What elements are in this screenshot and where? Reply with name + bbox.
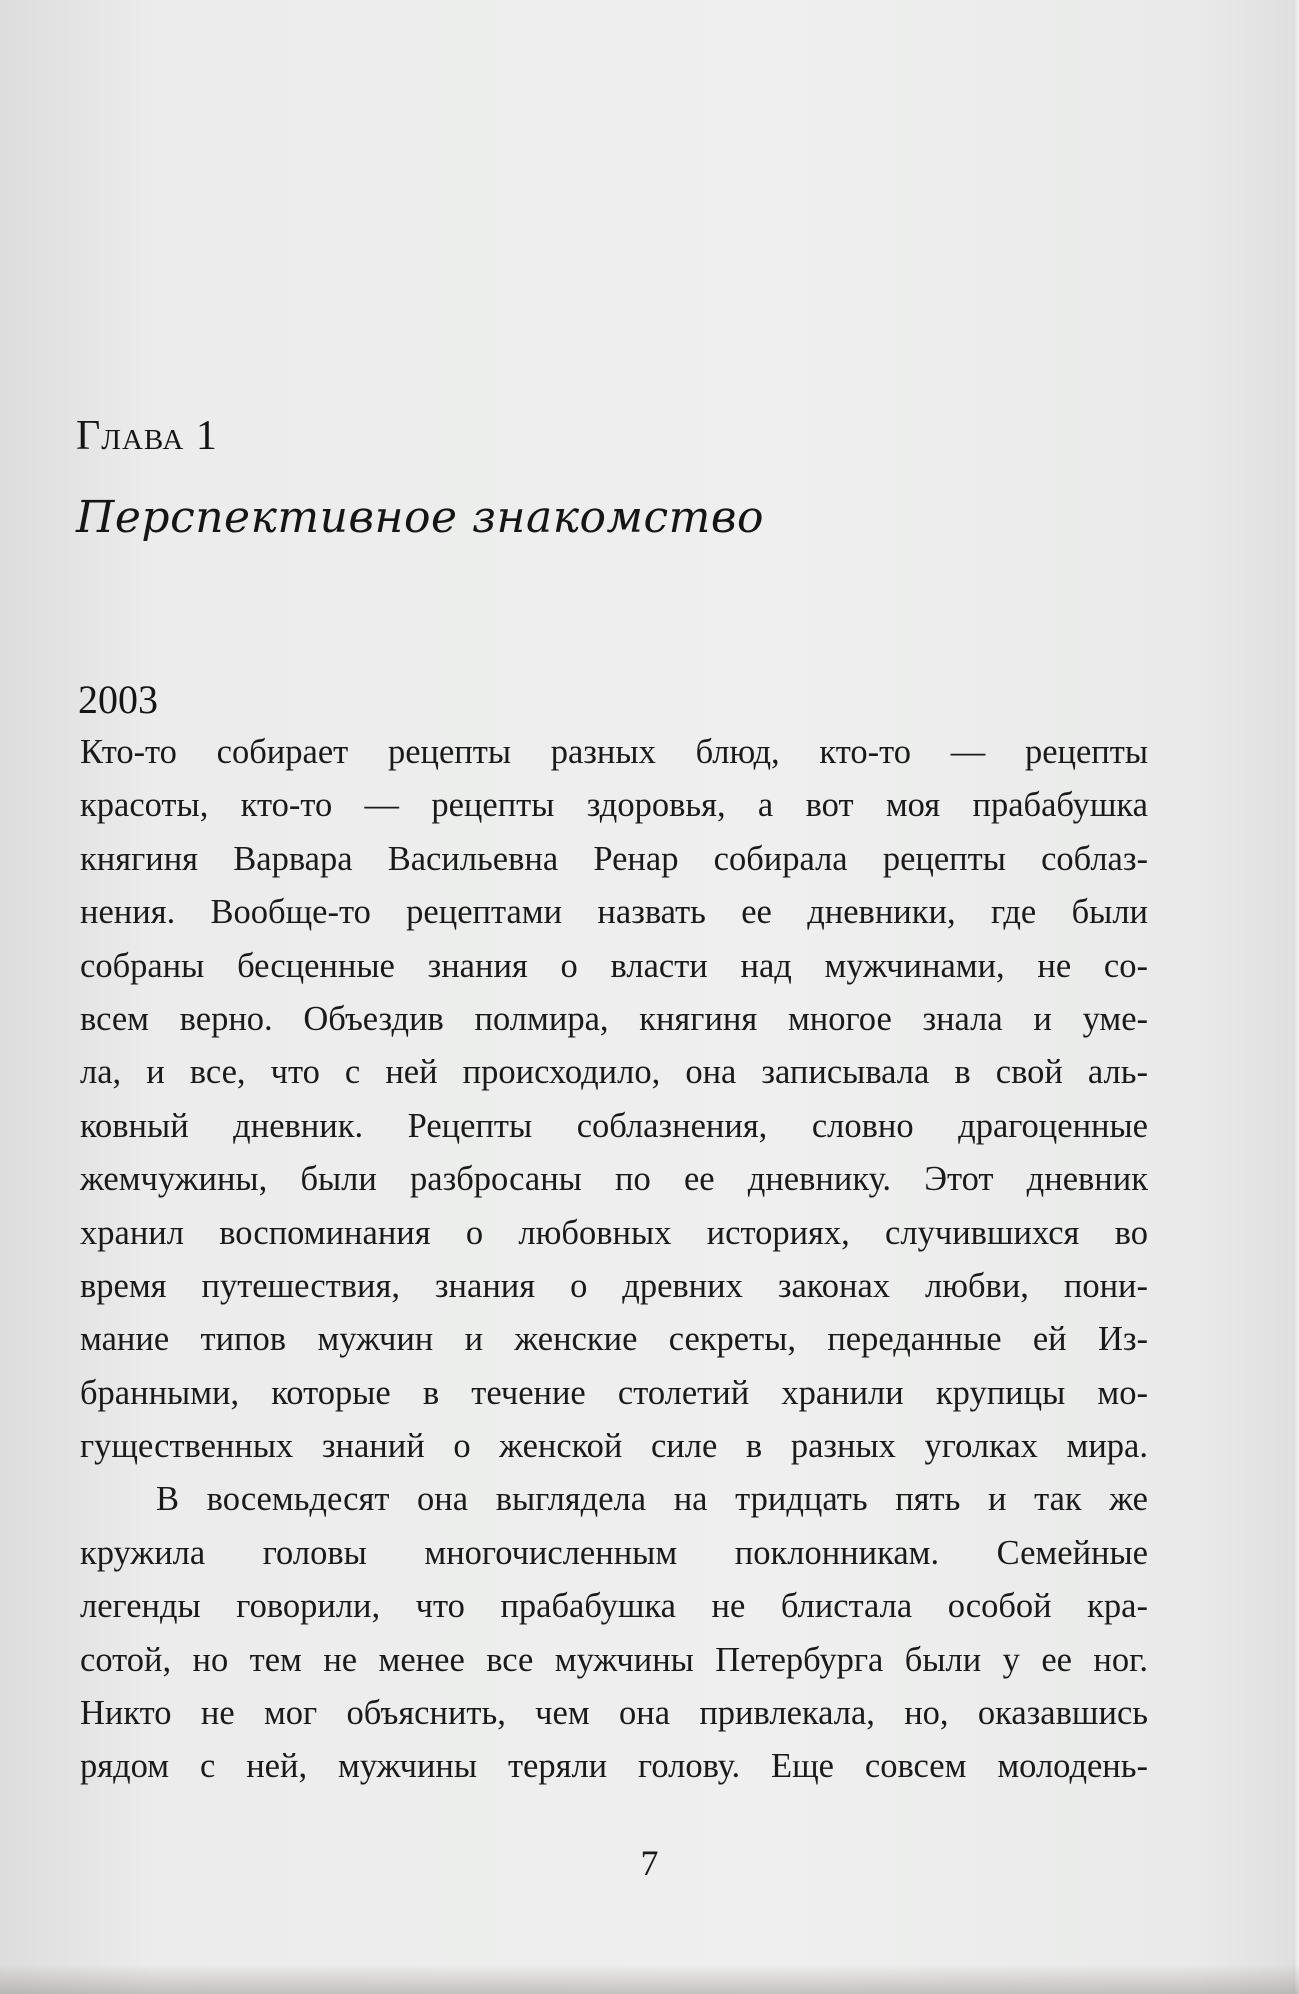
text-line: сотой, но тем не менее все мужчины Петербурга были у ее ног. <box>80 1640 1148 1679</box>
text-line: Кто-то собирает рецепты разных блюд, кто-то — рецепты <box>80 733 1148 771</box>
text-line: мание типов мужчин и женские секреты, переданные ей Из- <box>80 1320 1148 1359</box>
text-line: княгиня Варвара Васильевна Ренар собирала рецепты соблаз- <box>80 839 1148 878</box>
text-line: В восемьдесят она выглядела на тридцать пять и так же <box>156 1480 1148 1519</box>
section-year: 2003 <box>78 677 158 722</box>
text-line: гущественных знаний о женской силе в разных уголках мира. <box>80 1427 1148 1466</box>
text-line: хранил воспоминания о любовных историях, случившихся во <box>80 1213 1148 1252</box>
text-line: красоты, кто-то — рецепты здоровья, а вот моя прабабушка <box>80 786 1148 825</box>
text-line: ковный дневник. Рецепты соблазнения, словно драгоценные <box>80 1106 1148 1145</box>
page-bottom-shadow <box>0 1964 1299 1994</box>
page-number: 7 <box>640 1843 659 1883</box>
text-line: всем верно. Объездив полмира, княгиня многое знала и уме- <box>80 999 1148 1038</box>
text-line: легенды говорили, что прабабушка не блистала особой кра- <box>80 1587 1148 1626</box>
text-line: ла, и все, что с ней происходило, она записывала в свой аль- <box>80 1053 1148 1092</box>
text-line: Никто не мог объяснить, чем она привлекала, но, оказавшись <box>80 1694 1148 1733</box>
text-line: жемчужины, были разбросаны по ее дневнику. Этот дневник <box>80 1160 1148 1199</box>
show-through-text <box>80 60 1190 760</box>
text-line: собраны бесценные знания о власти над мужчинами, не со- <box>80 946 1148 985</box>
text-line: бранными, которые в течение столетий хранили крупицы мо- <box>80 1373 1148 1412</box>
text-line: нения. Вообще-то рецептами назвать ее дневники, где были <box>80 893 1148 932</box>
body-text <box>80 726 1148 1794</box>
text-line: кружила головы многочисленным поклонникам. Семейные <box>80 1533 1148 1572</box>
text-line: рядом с ней, мужчины теряли голову. Еще совсем молодень- <box>80 1747 1148 1786</box>
text-line: время путешествия, знания о древних законах любви, пони- <box>80 1266 1148 1305</box>
page-edge <box>1293 0 1299 1994</box>
chapter-label: Глава 1 <box>76 413 218 459</box>
chapter-title: Перспективное знакомство <box>76 492 764 543</box>
